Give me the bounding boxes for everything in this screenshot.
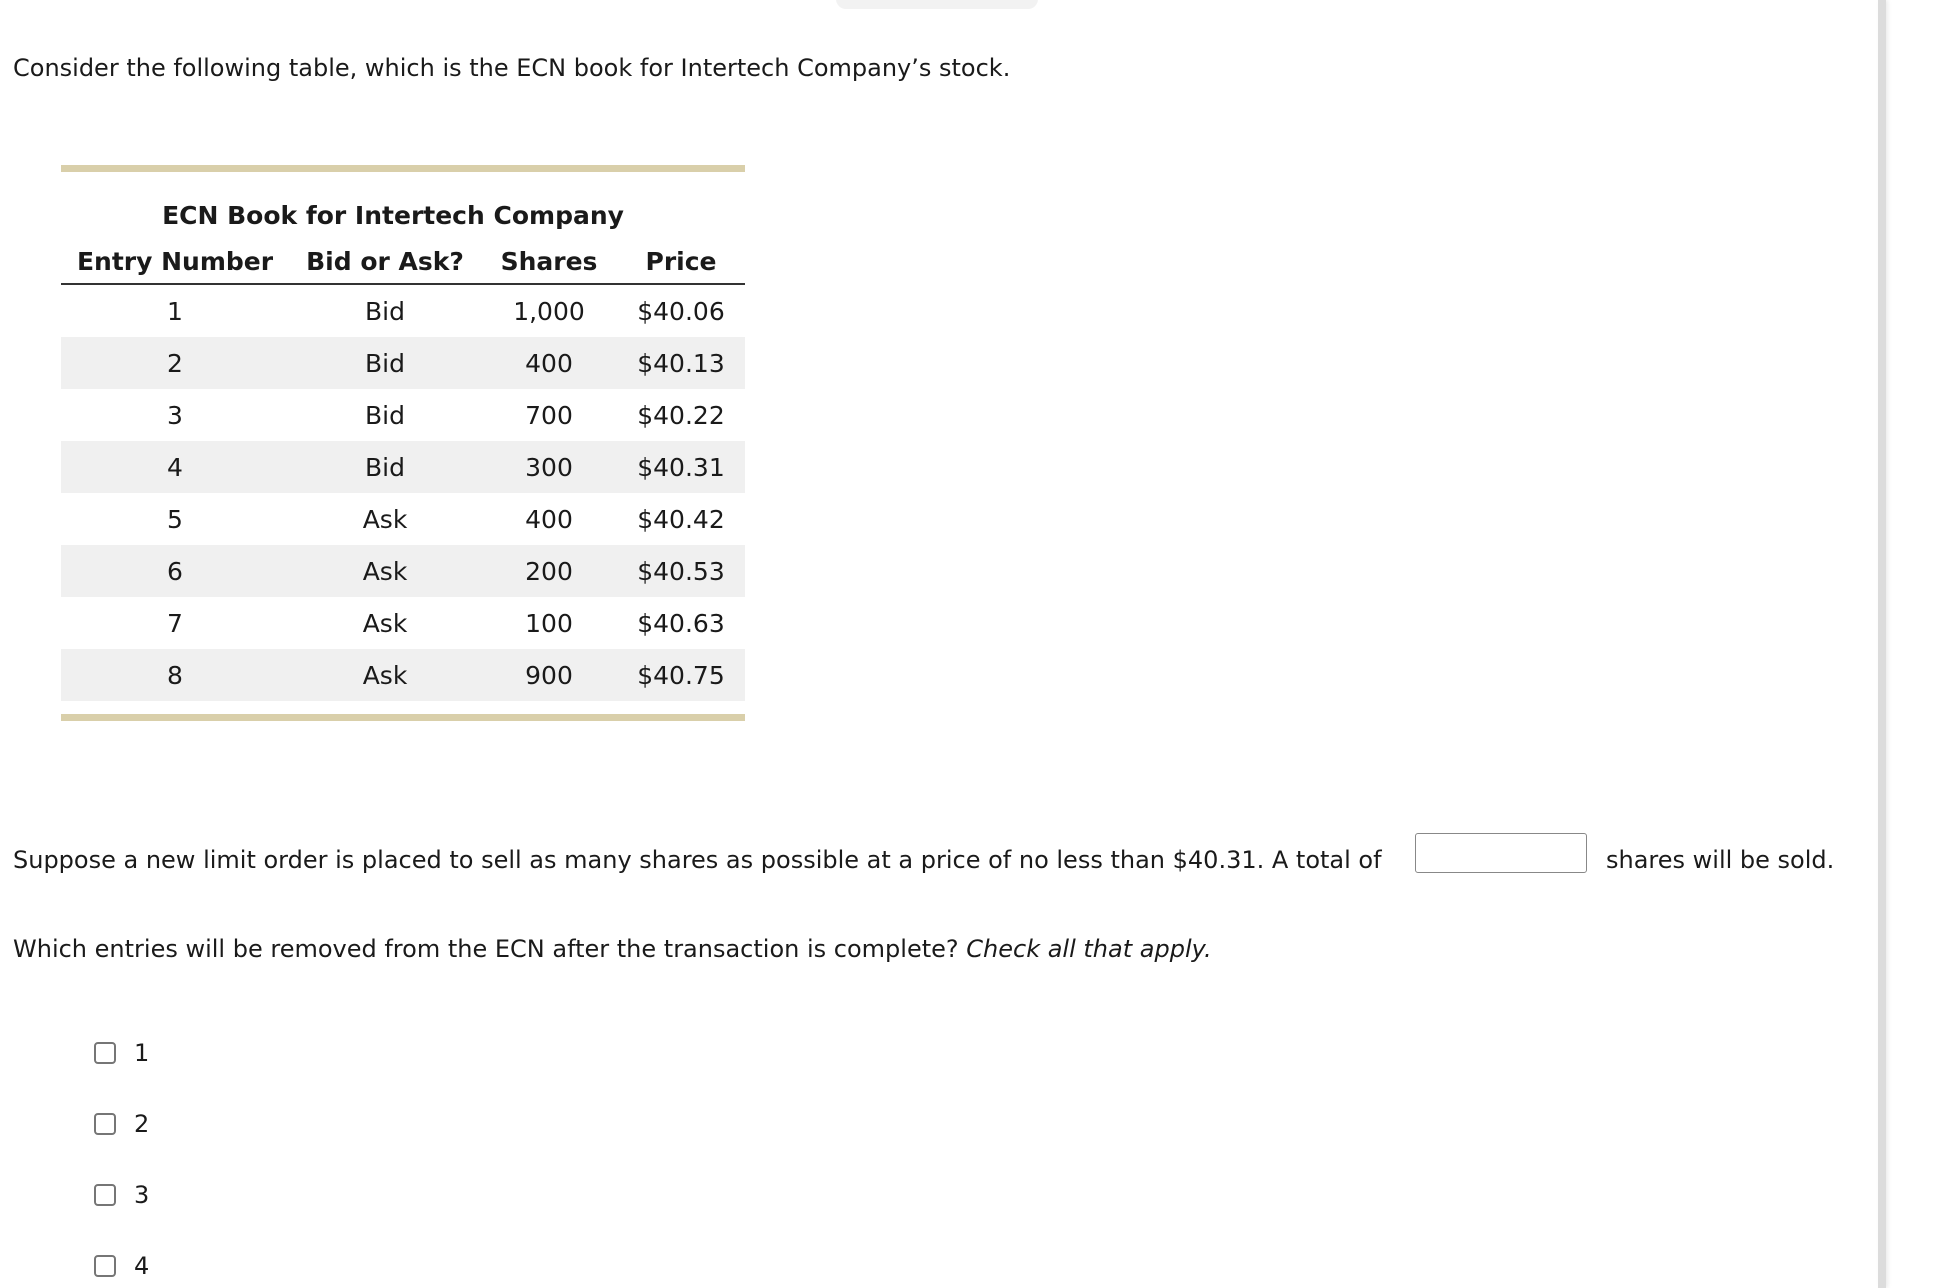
checkbox-option-3[interactable] <box>94 1159 149 1230</box>
cell-shares: 400 <box>525 504 573 534</box>
checkbox-option-2[interactable] <box>94 1088 149 1159</box>
cell-shares: 300 <box>481 441 617 493</box>
header-price: Price <box>617 239 745 284</box>
checkbox-1[interactable] <box>94 1042 116 1064</box>
cell-entry: 3 <box>167 400 183 430</box>
cell-shares: 900 <box>481 649 617 701</box>
cell-entry: 7 <box>167 608 183 638</box>
cell-price: $40.13 <box>617 337 745 389</box>
cell-entry: 6 <box>61 545 289 597</box>
cell-entry: 2 <box>61 337 289 389</box>
cell-bid-ask: Ask <box>289 649 481 701</box>
shares-sold-input[interactable] <box>1415 833 1587 873</box>
checkbox-option-4[interactable] <box>94 1230 149 1288</box>
table-row <box>61 649 745 701</box>
question-entries-removed <box>13 935 1212 963</box>
intro-text: Consider the following table, which is the ECN book for Intertech Company’s stock. <box>13 54 1011 82</box>
table-title: ECN Book for Intertech Company <box>162 201 624 230</box>
cell-entry: 4 <box>61 441 289 493</box>
header-entry-number: Entry Number <box>61 239 289 284</box>
cell-shares: 700 <box>525 400 573 430</box>
page-right-border <box>1878 0 1886 1288</box>
checkbox-4[interactable] <box>94 1255 116 1277</box>
checkbox-label: 2 <box>134 1109 150 1138</box>
table-row <box>61 545 745 597</box>
header-bid-or-ask: Bid or Ask? <box>289 239 481 284</box>
ecn-table <box>61 239 745 701</box>
header-shares: Shares <box>481 239 617 284</box>
table-top-rule <box>61 165 745 172</box>
cell-price: $40.06 <box>637 296 725 326</box>
cell-bid-ask: Bid <box>365 400 405 430</box>
table-header-row <box>61 239 745 284</box>
top-tab <box>836 0 1038 9</box>
cell-shares: 400 <box>481 337 617 389</box>
cell-shares: 200 <box>481 545 617 597</box>
cell-price: $40.63 <box>637 608 725 638</box>
table-row <box>61 284 745 337</box>
question-hint: Check all that apply. <box>966 935 1212 963</box>
cell-price: $40.75 <box>617 649 745 701</box>
table-row <box>61 337 745 389</box>
cell-price: $40.31 <box>617 441 745 493</box>
checkbox-label: 3 <box>134 1180 150 1209</box>
question-shares-sold-text: Suppose a new limit order is placed to sell as many shares as possible at a price of no less than $40.31. A total of <box>13 846 1382 874</box>
cell-entry: 8 <box>61 649 289 701</box>
checkbox-option-1[interactable] <box>94 1017 149 1088</box>
table-row <box>61 493 745 545</box>
cell-bid-ask: Ask <box>362 608 408 638</box>
table-row <box>61 597 745 649</box>
table-bottom-rule <box>61 714 745 721</box>
cell-bid-ask: Bid <box>289 337 481 389</box>
cell-entry: 5 <box>167 504 183 534</box>
checkbox-3[interactable] <box>94 1184 116 1206</box>
cell-bid-ask: Ask <box>362 504 408 534</box>
cell-bid-ask: Ask <box>289 545 481 597</box>
cell-price: $40.22 <box>637 400 725 430</box>
question-shares-sold-suffix: shares will be sold. <box>1606 846 1835 874</box>
cell-entry: 1 <box>167 296 183 326</box>
cell-shares: 1,000 <box>513 296 585 326</box>
checkbox-2[interactable] <box>94 1113 116 1135</box>
cell-bid-ask: Bid <box>289 441 481 493</box>
checkbox-label: 4 <box>134 1251 150 1280</box>
checkbox-label: 1 <box>134 1038 150 1067</box>
cell-price: $40.42 <box>637 504 725 534</box>
cell-bid-ask: Bid <box>365 296 405 326</box>
table-row <box>61 441 745 493</box>
table-row <box>61 389 745 441</box>
ecn-table-container <box>61 165 745 721</box>
question-entries-removed-text: Which entries will be removed from the ECN after the transaction is complete? <box>13 935 959 963</box>
entries-checkbox-list <box>94 1017 149 1288</box>
cell-price: $40.53 <box>617 545 745 597</box>
cell-shares: 100 <box>525 608 573 638</box>
